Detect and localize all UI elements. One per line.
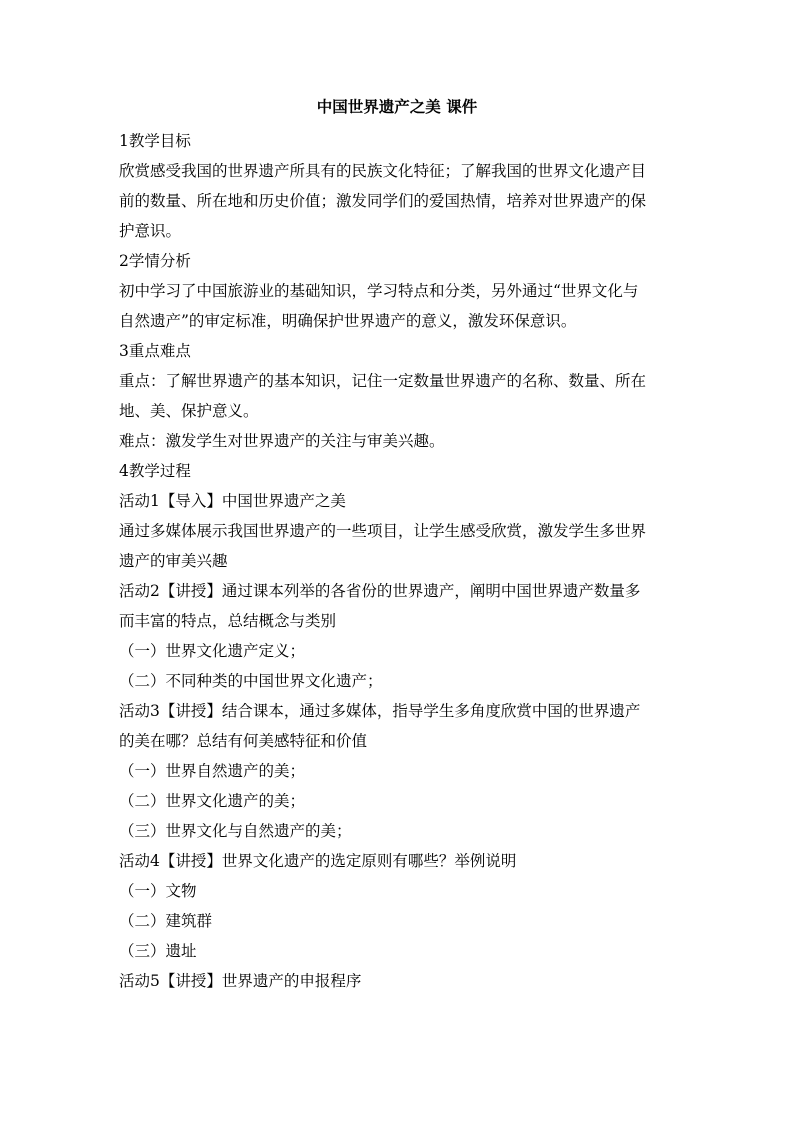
activity-heading: 活动4【讲授】世界文化遗产的选定原则有哪些？举例说明: [119, 852, 517, 870]
paragraph-line: 而丰富的特点，总结概念与类别: [119, 612, 337, 630]
activity-heading: 活动1【导入】中国世界遗产之美: [119, 492, 346, 510]
list-item: （二）不同种类的中国世界文化遗产；: [119, 672, 383, 690]
activity-heading: 活动5【讲授】世界遗产的申报程序: [119, 972, 362, 990]
list-item: （一）世界文化遗产定义；: [119, 642, 306, 660]
paragraph-line: 欣赏感受我国的世界遗产所具有的民族文化特征；了解我国的世界文化遗产目: [119, 162, 647, 180]
paragraph-line: 的美在哪？总结有何美感特征和价值: [119, 732, 368, 750]
heading-student-analysis: 2学情分析: [119, 252, 191, 270]
activity-heading: 活动3【讲授】结合课本，通过多媒体，指导学生多角度欣赏中国的世界遗产: [119, 702, 641, 720]
paragraph-line: 重点：了解世界遗产的基本知识，记住一定数量世界遗产的名称、数量、所在: [119, 372, 647, 390]
list-item: （二）建筑群: [119, 912, 213, 930]
paragraph-line: 自然遗产”的审定标准，明确保护世界遗产的意义，激发环保意识。: [119, 312, 577, 330]
list-item: （三）遗址: [119, 942, 197, 960]
document-title: 中国世界遗产之美 课件: [316, 97, 478, 116]
heading-key-points: 3重点难点: [119, 342, 191, 360]
list-item: （一）世界自然遗产的美；: [119, 762, 306, 780]
paragraph-line: 前的数量、所在地和历史价值；激发同学们的爱国热情，培养对世界遗产的保: [119, 192, 647, 210]
paragraph-line: 护意识。: [119, 222, 182, 240]
document-body: [119, 126, 679, 996]
paragraph-line: 遗产的审美兴趣: [119, 552, 228, 570]
list-item: （一）文物: [119, 882, 197, 900]
paragraph-line: 地、美、保护意义。: [119, 402, 259, 420]
activity-heading: 活动2【讲授】通过课本列举的各省份的世界遗产，阐明中国世界遗产数量多: [119, 582, 641, 600]
paragraph-line: 通过多媒体展示我国世界遗产的一些项目，让学生感受欣赏，激发学生多世界: [119, 522, 647, 540]
paragraph-line: 难点：激发学生对世界遗产的关注与审美兴趣。: [119, 432, 445, 450]
list-item: （三）世界文化与自然遗产的美；: [119, 822, 352, 840]
heading-teaching-goals: 1教学目标: [119, 132, 191, 150]
list-item: （二）世界文化遗产的美；: [119, 792, 306, 810]
paragraph-line: 初中学习了中国旅游业的基础知识，学习特点和分类，另外通过“世界文化与: [119, 282, 639, 300]
heading-teaching-process: 4教学过程: [119, 462, 191, 480]
